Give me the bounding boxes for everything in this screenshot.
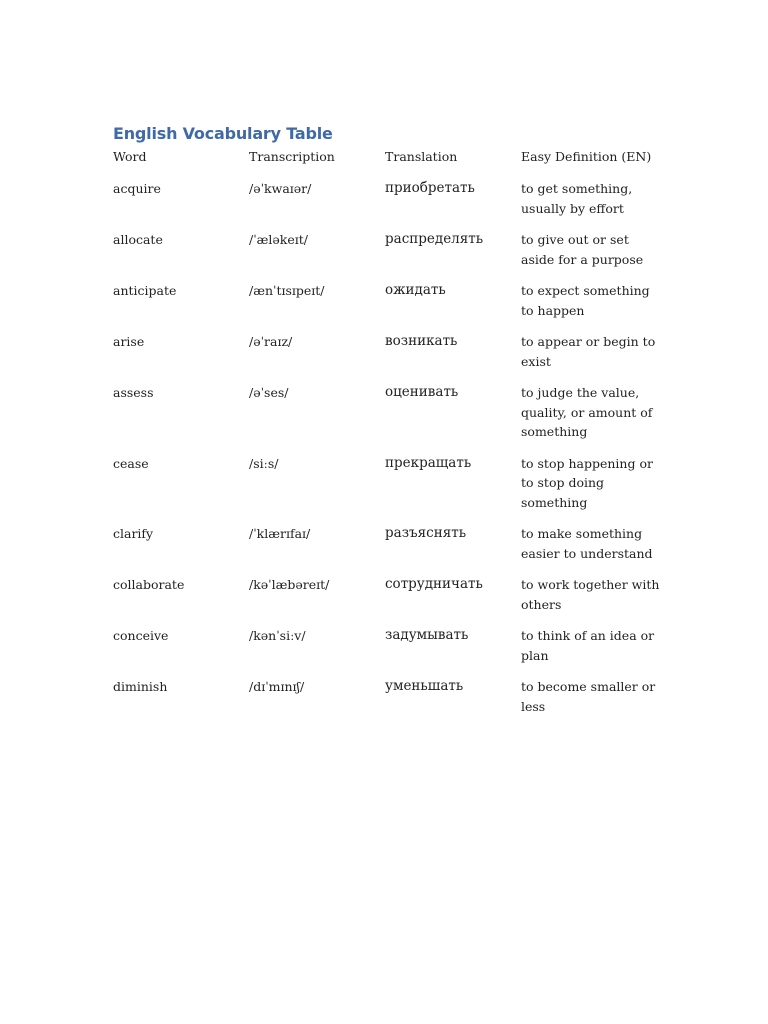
- table-body: [109, 179, 669, 728]
- header-definition: Easy Definition (EN): [521, 149, 652, 164]
- cell-transcription: /ænˈtɪsɪpeɪt/: [249, 283, 325, 298]
- table-row: [109, 281, 669, 332]
- cell-word: acquire: [113, 181, 161, 196]
- cell-definition: to think of an idea or plan: [521, 628, 655, 663]
- cell-definition: to stop happening or to stop doing something: [521, 455, 653, 510]
- header-translation: Translation: [385, 149, 458, 164]
- cell-transcription: /ˈklærɪfaɪ/: [249, 526, 311, 541]
- cell-word: diminish: [113, 679, 168, 694]
- document-title: English Vocabulary Table: [113, 124, 333, 143]
- cell-transcription: /ˈæləkeɪt/: [249, 232, 308, 247]
- table-row: [109, 383, 669, 454]
- cell-translation: прекращать: [385, 454, 472, 471]
- cell-definition: to work together with others: [521, 577, 660, 612]
- cell-transcription: /kəˈlæbəreɪt/: [249, 577, 330, 592]
- table-row: [109, 575, 669, 626]
- cell-translation: задумывать: [385, 627, 469, 643]
- cell-word: conceive: [113, 628, 169, 643]
- cell-word: collaborate: [113, 577, 185, 592]
- cell-translation: уменьшать: [385, 678, 464, 694]
- cell-word: anticipate: [113, 283, 177, 298]
- header-transcription: Transcription: [249, 149, 335, 164]
- cell-transcription: /dɪˈmɪnɪʃ/: [249, 679, 305, 694]
- table-row: [109, 626, 669, 677]
- table-row: [109, 677, 669, 728]
- table-row: [109, 179, 669, 230]
- cell-definition: to become smaller or less: [521, 679, 656, 714]
- cell-definition: to make something easier to understand: [521, 526, 653, 561]
- cell-word: arise: [113, 334, 145, 349]
- cell-definition: to judge the value, quality, or amount of something: [521, 385, 653, 439]
- vocabulary-table: [109, 147, 669, 728]
- table-row: [109, 454, 669, 525]
- cell-word: assess: [113, 385, 154, 400]
- cell-translation: сотрудничать: [385, 576, 483, 592]
- cell-translation: ожидать: [385, 282, 446, 298]
- cell-definition: to get something, usually by effort: [521, 181, 633, 216]
- cell-definition: to appear or begin to exist: [521, 334, 656, 369]
- table-header-row: [109, 147, 669, 179]
- table-row: [109, 230, 669, 281]
- cell-translation: разъяснять: [385, 525, 467, 541]
- cell-translation: распределять: [385, 231, 484, 247]
- cell-translation: оценивать: [385, 384, 459, 400]
- cell-transcription: /siːs/: [249, 455, 279, 471]
- cell-word: clarify: [113, 526, 154, 541]
- cell-definition: to expect something to happen: [521, 283, 650, 318]
- cell-definition: to give out or set aside for a purpose: [521, 232, 644, 267]
- cell-transcription: /kənˈsiːv/: [249, 628, 306, 643]
- table-row: [109, 332, 669, 383]
- cell-word: cease: [113, 455, 149, 471]
- table-row: [109, 524, 669, 575]
- cell-transcription: /əˈkwaɪər/: [249, 181, 312, 196]
- header-word: Word: [113, 149, 147, 164]
- cell-translation: возникать: [385, 333, 458, 349]
- cell-word: allocate: [113, 232, 163, 247]
- cell-translation: приобретать: [385, 180, 475, 196]
- cell-transcription: /əˈses/: [249, 385, 289, 400]
- cell-transcription: /əˈraɪz/: [249, 334, 293, 349]
